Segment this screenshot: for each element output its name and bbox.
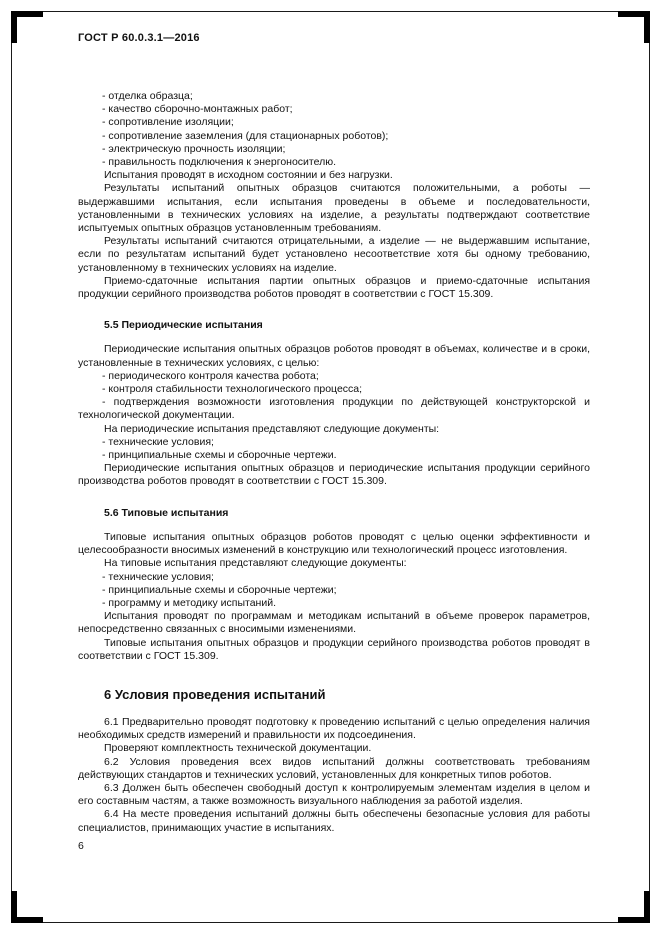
paragraph: Типовые испытания опытных образцов роботов проводят с целью оценки эффективности и целесообразности вносимых изменений в конструкцию или технологический процесс изготовления. xyxy=(78,530,590,557)
paragraph: На типовые испытания представляют следующие документы: xyxy=(104,557,407,570)
paragraph: Проверяют комплектность технической документации. xyxy=(104,742,372,755)
paragraph: Типовые испытания опытных образцов и продукции серийного производства роботов проводят в соответствии с ГОСТ 15.309. xyxy=(78,636,590,662)
paragraph: 6.1 Предварительно проводят подготовку к проведению испытаний с целью определения наличия необходимых средств измерений и правильности их подсоединения. xyxy=(78,715,590,742)
paragraph: Результаты испытаний опытных образцов считаются положительными, а роботы — выдержавшими испытания, если испытания проведены в объеме и последовательности, установленными в технических условиях на изделие, а результаты подтверждают соответствие испытуемых опытных образцов установленным требованиям. xyxy=(78,182,590,235)
crop-mark-bottom-left xyxy=(11,891,43,923)
list-item: - контроля стабильности технологического процесса; xyxy=(102,383,363,396)
paragraph: Приемо-сдаточные испытания партии опытных образцов и приемо-сдаточные испытания продукции серийного производства роботов проводят в соответствии с ГОСТ 15.309. xyxy=(78,274,590,301)
list-item: - сопротивление заземления (для стационарных роботов); xyxy=(102,129,389,142)
list-item: - электрическую прочность изоляции; xyxy=(102,142,286,155)
paragraph: Периодические испытания опытных образцов роботов проводят в объемах, количестве и в сроки, установленные в технических условиях, с целью: xyxy=(78,343,590,369)
list-item: - технические условия; xyxy=(102,570,214,583)
list-item: - правильность подключения к энергоносителю. xyxy=(102,156,337,169)
paragraph: Испытания проводят по программам и методикам испытаний в объеме проверок параметров, непосредственно связанных с вносимыми изменениями. xyxy=(78,610,590,636)
list-item: - подтверждения возможности изготовления продукции по действующей конструкторской и технологической документации. xyxy=(78,396,590,422)
paragraph: 6.2 Условия проведения всех видов испытаний должны соответствовать требованиям действующих стандартов и технических условий, установленных для конкретных типов роботов. xyxy=(78,755,590,781)
list-item: - качество сборочно-монтажных работ; xyxy=(102,103,293,116)
list-item: - программу и методику испытаний. xyxy=(102,596,276,609)
paragraph: 6.3 Должен быть обеспечен свободный доступ к контролируемым элементам изделия в целом и его составным частям, а также возможность визуального наблюдения за работой изделия. xyxy=(78,781,590,808)
list-item: - отделка образца; xyxy=(102,90,193,102)
document-standard-number: ГОСТ Р 60.0.3.1—2016 xyxy=(78,32,200,44)
paragraph: Испытания проводят в исходном состоянии и без нагрузки. xyxy=(104,169,393,182)
paragraph: Результаты испытаний считаются отрицательными, а изделие — не выдержавшим испытание, если по результатам испытаний будет установлено несоответствие хотя бы одному требованию, установленному в технических условиях на изделие. xyxy=(78,235,590,274)
page-number: 6 xyxy=(78,840,84,852)
list-item: - технические условия; xyxy=(102,435,214,448)
list-item: - сопротивление изоляции; xyxy=(102,116,234,129)
crop-mark-top-left xyxy=(11,11,43,43)
section-heading-5-5: 5.5 Периодические испытания xyxy=(104,319,263,332)
paragraph: Периодические испытания опытных образцов и периодические испытания продукции серийного производства роботов проводят в соответствии с ГОСТ 15.309. xyxy=(78,462,590,488)
list-item: - принципиальные схемы и сборочные чертежи; xyxy=(102,583,337,596)
section-heading-5-6: 5.6 Типовые испытания xyxy=(104,506,229,519)
paragraph: 6.4 На месте проведения испытаний должны быть обеспечены безопасные условия для работы специалистов, принимающих участие в испытаниях. xyxy=(78,808,590,834)
list-item: - периодического контроля качества робота; xyxy=(102,369,319,382)
crop-mark-bottom-right xyxy=(618,891,650,923)
document-body xyxy=(78,90,590,835)
list-item: - принципиальные схемы и сборочные чертежи. xyxy=(102,449,337,462)
crop-mark-top-right xyxy=(618,11,650,43)
chapter-heading-6: 6 Условия проведения испытаний xyxy=(104,686,326,702)
paragraph: На периодические испытания представляют следующие документы: xyxy=(104,422,440,435)
